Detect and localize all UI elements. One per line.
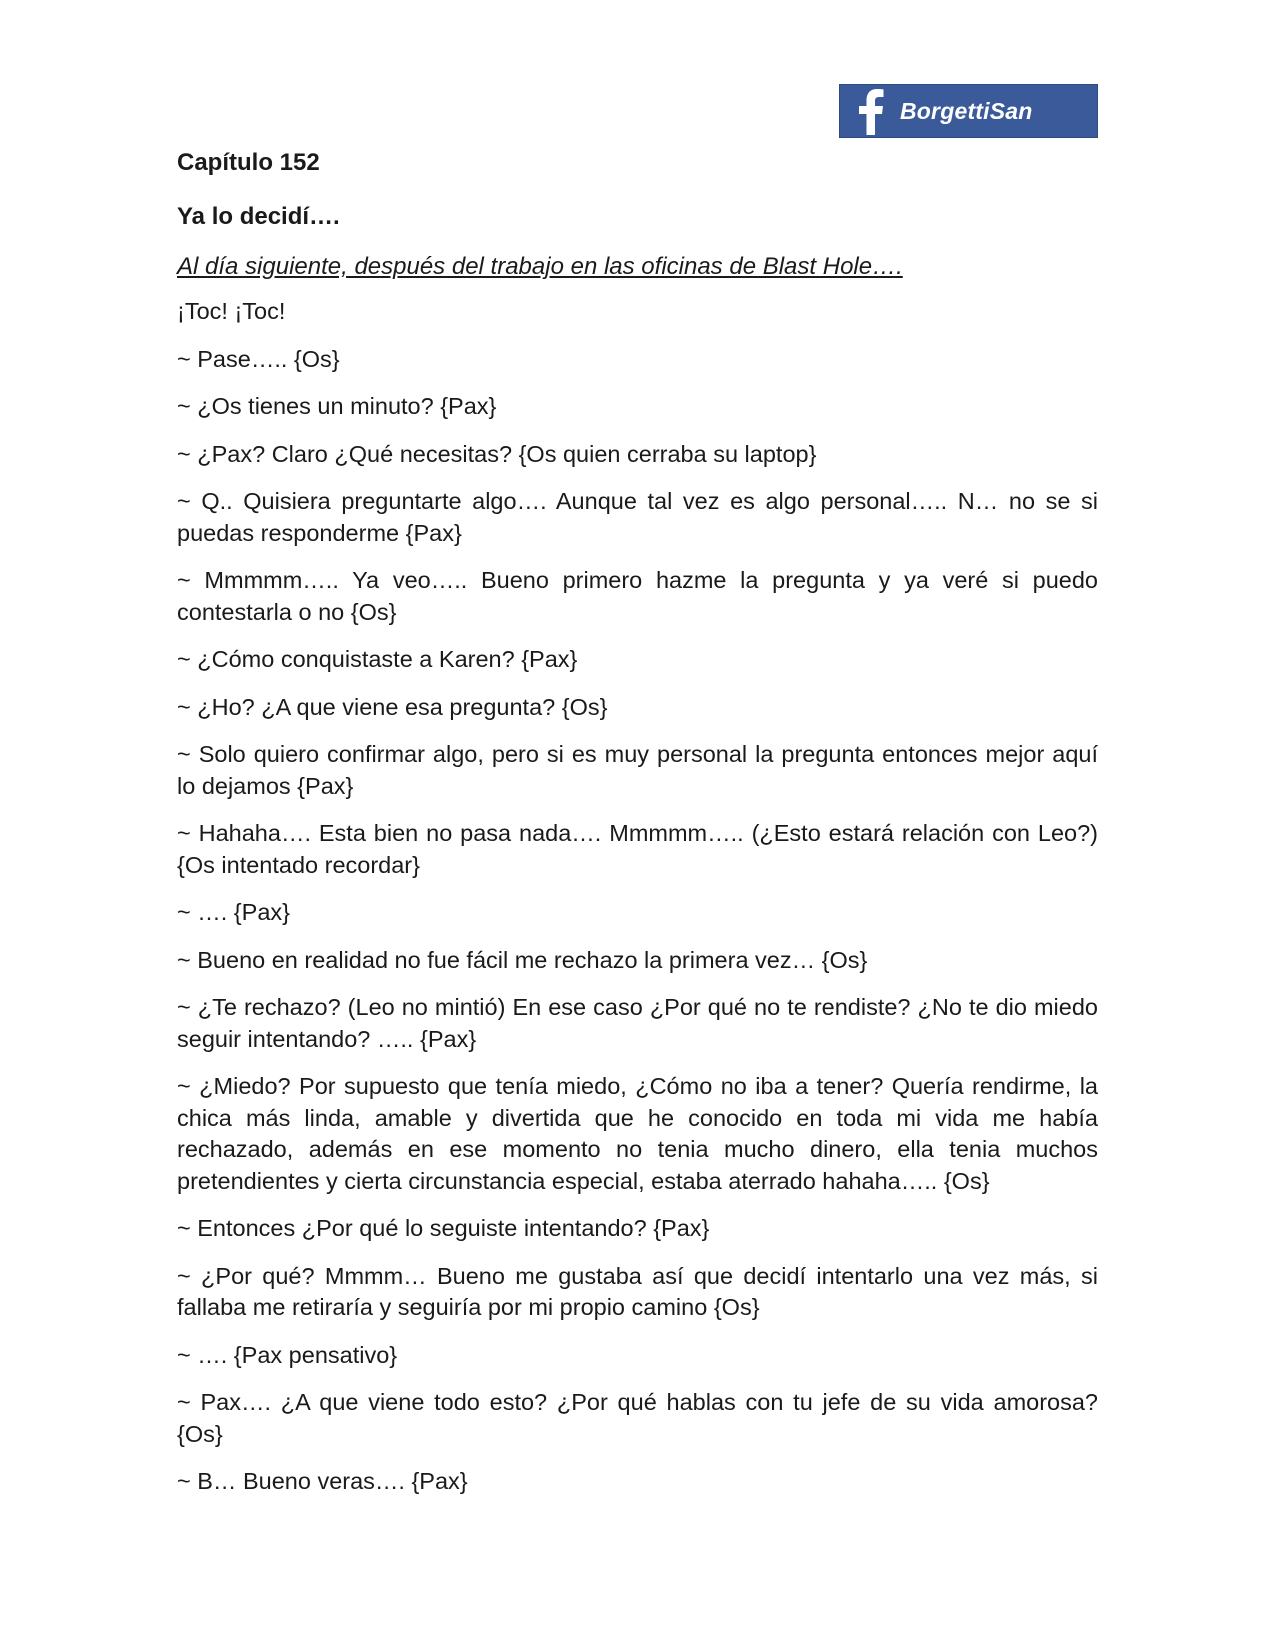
- paragraph: ~ B… Bueno veras…. {Pax}: [177, 1468, 468, 1494]
- paragraph: ¡Toc! ¡Toc!: [177, 298, 286, 324]
- facebook-badge: [839, 84, 1098, 138]
- paragraph: ~ …. {Pax}: [177, 899, 291, 925]
- paragraph: ~ ¿Ho? ¿A que viene esa pregunta? {Os}: [177, 693, 608, 720]
- paragraph: ~ ¿Pax? Claro ¿Qué necesitas? {Os quien cerraba su laptop}: [177, 440, 817, 467]
- paragraph: ~ Hahaha…. Esta bien no pasa nada…. Mmmmm….. (¿Esto estará relación con Leo?) {Os intentado recordar}: [177, 820, 1098, 878]
- paragraph: ~ Pase….. {Os}: [177, 345, 340, 372]
- document-body: [177, 146, 1098, 1514]
- paragraph: ~ Solo quiero confirmar algo, pero si es muy personal la pregunta entonces mejor aquí lo dejamos {Pax}: [177, 741, 1098, 799]
- paragraph: ~ Q.. Quisiera preguntarte algo…. Aunque tal vez es algo personal….. N… no se si puedas responderme {Pax}: [177, 488, 1098, 546]
- badge-name: BorgettiSan: [900, 97, 1033, 124]
- chapter-title: Capítulo 152: [177, 149, 320, 176]
- paragraph: ~ Bueno en realidad no fue fácil me rechazo la primera vez… {Os}: [177, 946, 868, 973]
- chapter-subtitle: Ya lo decidí….: [177, 203, 340, 230]
- paragraph: ~ ¿Por qué? Mmmm… Bueno me gustaba así que decidí intentarlo una vez más, si fallaba me retiraría y seguiría por mi propio camino {Os}: [177, 1262, 1098, 1320]
- paragraph: ~ Mmmmm….. Ya veo….. Bueno primero hazme la pregunta y ya veré si puedo contestarla o no {Os}: [177, 567, 1098, 625]
- paragraph: ~ ¿Miedo? Por supuesto que tenía miedo, ¿Cómo no iba a tener? Quería rendirme, la chica más linda, amable y divertida que he conocido en toda mi vida me había rechazado, además en ese momento no tenia mucho dinero, ella tenia muchos pretendientes y cierta circunstancia especial, estaba aterrado hahaha….. {Os}: [177, 1073, 1098, 1194]
- paragraph: ~ Entonces ¿Por qué lo seguiste intentando? {Pax}: [177, 1215, 710, 1241]
- paragraph: ~ ¿Cómo conquistaste a Karen? {Pax}: [177, 646, 578, 672]
- scene-heading: Al día siguiente, después del trabajo en las oficinas de Blast Hole….: [177, 253, 903, 280]
- facebook-icon: [840, 84, 900, 138]
- paragraph: ~ ¿Os tienes un minuto? {Pax}: [177, 393, 497, 419]
- paragraph: ~ …. {Pax pensativo}: [177, 1341, 398, 1368]
- paragraph: ~ ¿Te rechazo? (Leo no mintió) En ese caso ¿Por qué no te rendiste? ¿No te dio miedo seguir intentando? ….. {Pax}: [177, 994, 1098, 1052]
- paragraph: ~ Pax…. ¿A que viene todo esto? ¿Por qué hablas con tu jefe de su vida amorosa? {Os}: [177, 1389, 1098, 1447]
